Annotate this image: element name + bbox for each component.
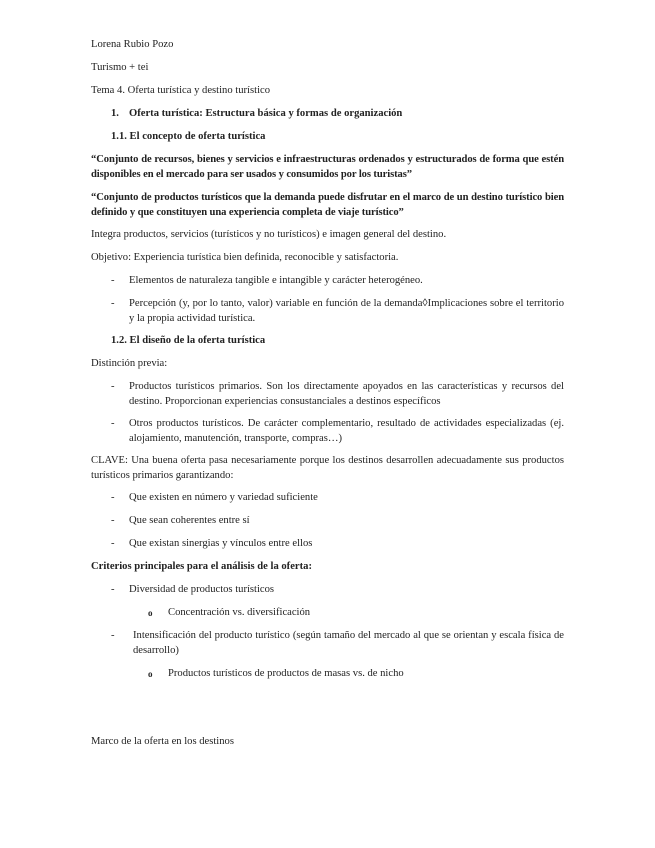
bullet-marker: - <box>111 298 115 309</box>
list-item: Que existen en número y variedad suficiente <box>129 492 318 503</box>
bullet-marker: - <box>111 381 115 392</box>
bullet-marker: - <box>111 538 115 549</box>
author-line: Lorena Rubio Pozo <box>91 39 174 50</box>
bullet-marker: - <box>111 515 115 526</box>
section-1-number: 1. <box>111 108 119 119</box>
definition-quote-2: “Conjunto de productos turísticos que la demanda puede disfrutar en el marco de un destino turístico bien definido y que constituyen una experiencia completa de viaje turístico” <box>91 192 564 218</box>
bullet-marker: - <box>111 492 115 503</box>
subsection-1-1-title: 1.1. El concepto de oferta turística <box>111 131 266 142</box>
bullet-marker: - <box>111 275 115 286</box>
topic-line: Tema 4. Oferta turística y destino turístico <box>91 85 271 96</box>
list-item: Que sean coherentes entre sí <box>129 515 250 526</box>
bullet-marker: - <box>111 630 115 641</box>
clave-paragraph: CLAVE: Una buena oferta pasa necesariamente porque los destinos desarrollen adecuadamente sus productos turísticos primarios garantizando: <box>91 455 564 481</box>
list-item: Elementos de naturaleza tangible e intangible y carácter heterogéneo. <box>129 275 423 286</box>
subsection-1-2-title: 1.2. El diseño de la oferta turística <box>111 335 266 346</box>
section-1-title: Oferta turística: Estructura básica y formas de organización <box>129 108 403 119</box>
sub-list-item: Concentración vs. diversificación <box>168 607 311 618</box>
criteria-title: Criterios principales para el análisis de la oferta: <box>91 561 312 572</box>
integration-paragraph: Integra productos, servicios (turísticos y no turísticos) e imagen general del destino. <box>91 229 447 240</box>
footer-heading: Marco de la oferta en los destinos <box>91 736 234 747</box>
course-line: Turismo + tei <box>91 62 149 73</box>
objective-paragraph: Objetivo: Experiencia turística bien definida, reconocible y satisfactoria. <box>91 252 399 263</box>
sub-bullet-marker: o <box>148 608 153 618</box>
list-item: Intensificación del producto turístico (según tamaño del mercado al que se orientan y escala física de desarrollo) <box>133 630 564 656</box>
sub-list-item: Productos turísticos de productos de masas vs. de nicho <box>168 668 404 679</box>
bullet-marker: - <box>111 418 115 429</box>
list-item: Productos turísticos primarios. Son los directamente apoyados en las características y recursos del destino. Proporcionan experiencias consustanciales a destinos específicos <box>129 381 564 407</box>
list-item: Otros productos turísticos. De carácter complementario, resultado de actividades especializadas (ej. alojamiento, manutención, transporte, compras…) <box>129 418 564 444</box>
sub-bullet-marker: o <box>148 669 153 679</box>
distinction-intro: Distinción previa: <box>91 358 168 369</box>
list-item: Que existan sinergias y vínculos entre ellos <box>129 538 313 549</box>
list-item: Percepción (y, por lo tanto, valor) variable en función de la demanda◊Implicaciones sobre el territorio y la propia actividad turística. <box>129 298 564 324</box>
definition-quote-1: “Conjunto de recursos, bienes y servicios e infraestructuras ordenados y estructurados de forma que estén disponibles en el mercado para ser usados y consumidos por los turistas” <box>91 154 564 180</box>
list-item: Diversidad de productos turísticos <box>129 584 275 595</box>
bullet-marker: - <box>111 584 115 595</box>
